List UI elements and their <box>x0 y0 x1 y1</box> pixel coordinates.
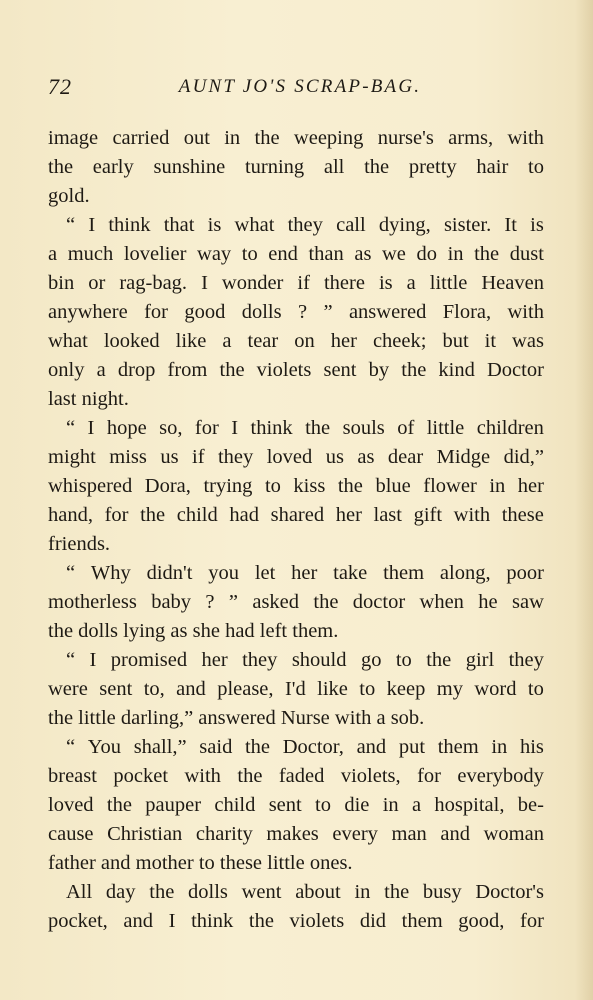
text-line: the early sunshine turning all the pretty hair to <box>48 156 544 178</box>
text-line: the dolls lying as she had left them. <box>48 620 339 642</box>
text-line: “ I think that is what they call dying, sister. It is <box>66 214 544 236</box>
text-line: gold. <box>48 185 90 207</box>
text-line: only a drop from the violets sent by the kind Doctor <box>48 359 544 381</box>
text-line: a much lovelier way to end than as we do in the dust <box>48 243 544 265</box>
text-line: friends. <box>48 533 111 555</box>
text-line: “ Why didn't you let her take them along, poor <box>66 562 544 584</box>
text-line: image carried out in the weeping nurse's arms, with <box>48 127 544 149</box>
text-line: All day the dolls went about in the busy Doctor's <box>66 881 544 903</box>
text-line: pocket, and I think the violets did them good, for <box>48 910 544 932</box>
page-number: 72 <box>48 74 72 99</box>
text-line: “ I hope so, for I think the souls of little children <box>66 417 544 439</box>
page-header <box>48 74 545 104</box>
text-line: father and mother to these little ones. <box>48 852 353 874</box>
text-line: what looked like a tear on her cheek; but it was <box>48 330 544 352</box>
text-line: last night. <box>48 388 129 410</box>
text-line: whispered Dora, trying to kiss the blue flower in her <box>48 475 544 497</box>
running-head: AUNT JO'S SCRAP-BAG. <box>178 76 422 97</box>
text-line: the little darling,” answered Nurse with a sob. <box>48 707 425 729</box>
text-line: loved the pauper child sent to die in a hospital, be- <box>48 794 544 816</box>
text-line: anywhere for good dolls ? ” answered Flora, with <box>48 301 544 323</box>
text-line: were sent to, and please, I'd like to keep my word to <box>48 678 544 700</box>
body-text <box>48 124 544 936</box>
text-line: hand, for the child had shared her last gift with these <box>48 504 544 526</box>
text-line: cause Christian charity makes every man and woman <box>48 823 544 845</box>
text-line: bin or rag-bag. I wonder if there is a little Heaven <box>48 272 544 294</box>
text-line: breast pocket with the faded violets, for everybody <box>48 765 544 787</box>
page-edge-shadow <box>575 0 593 1000</box>
text-line: might miss us if they loved us as dear Midge did,” <box>48 446 544 468</box>
text-line: “ I promised her they should go to the girl they <box>66 649 544 671</box>
text-line: “ You shall,” said the Doctor, and put them in his <box>66 736 544 758</box>
text-line: motherless baby ? ” asked the doctor when he saw <box>48 591 544 613</box>
